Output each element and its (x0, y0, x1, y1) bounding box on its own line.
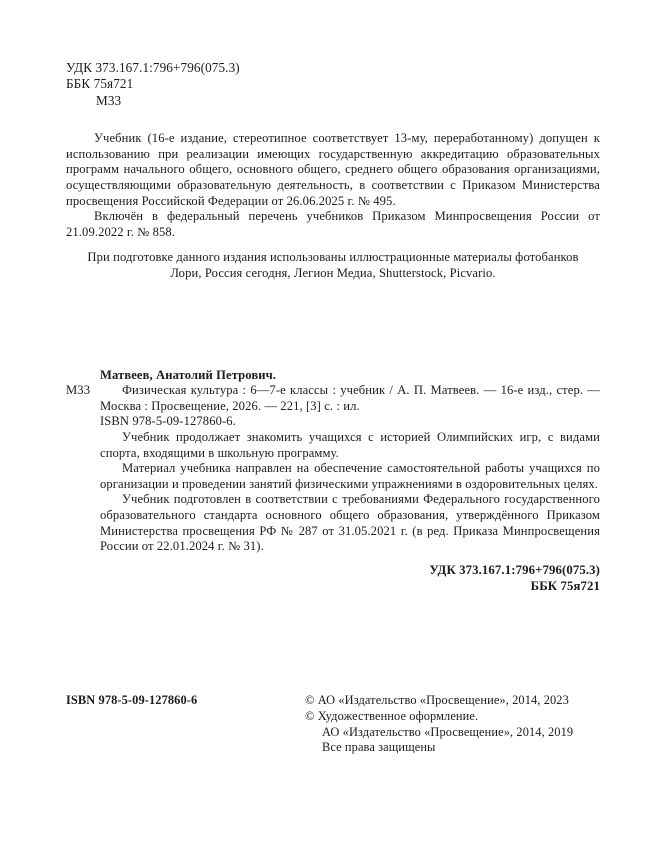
author-name: Матвеев, Анатолий Петрович. (100, 367, 277, 382)
imprint-footer (66, 693, 610, 756)
classification-codes-top (66, 60, 600, 109)
bbk-code-bottom: ББК 75я721 (530, 578, 600, 593)
copyright-line-artwork: © Художественное оформление. (305, 708, 479, 723)
annotation-3: Учебник подготовлен в соответствии с требованиями Федерального государственного образовательного стандарта основного общего образования, утверждённого Приказом Министерства просвещения РФ № 287 от 31.05.2021 г. (в ред. Приказа Минпросвещения России от 22.01.2024 г. № 31). (100, 492, 600, 554)
annotation-2: Материал учебника направлен на обеспечение самостоятельной работы учащихся по организации и проведении занятий физическими упражнениями в оздоровительных целях. (100, 461, 600, 491)
entry-isbn: ISBN 978-5-09-127860-6. (100, 414, 236, 429)
bibliographic-description: Физическая культура : 6—7-е классы : учебник / А. П. Матвеев. — 16-е изд., стер. — Москва : Просвещение, 2026. — 221, [3] с. : ил. (100, 383, 600, 413)
bbk-code-top: ББК 75я721 (66, 76, 134, 92)
isbn-footer: ISBN 978-5-09-127860-6 (66, 693, 198, 707)
author-sign-code-entry: М33 (66, 383, 91, 398)
udk-code-top: УДК 373.167.1:796+796(075.3) (66, 60, 240, 75)
classification-codes-bottom (100, 562, 600, 594)
admission-paragraph: Учебник (16-е издание, стереотипное соответствует 13-му, переработанному) допущен к использованию при реализации имеющих государственную аккредитацию образовательных программ начального общего, основного общего, среднего общего образования организациями, осуществляющими образовательную деятельность, в соответствии с Приказом Министерства просвещения Российской Федерации от 26.06.2025 г. № 495. (66, 131, 600, 208)
imprint-content (66, 60, 600, 594)
copyright-line-publisher-2: АО «Издательство «Просвещение», 2014, 2019 (322, 724, 574, 739)
copyright-block (305, 693, 610, 756)
bibliographic-block (66, 383, 600, 430)
copyright-line-publisher: © АО «Издательство «Просвещение», 2014, 2023 (305, 693, 569, 707)
annotation-1: Учебник продолжает знакомить учащихся с историей Олимпийских игр, с видами спорта, входящими в школьную программу. (100, 429, 600, 460)
udk-code-bottom: УДК 373.167.1:796+796(075.3) (429, 562, 600, 577)
photo-credits-paragraph: При подготовке данного издания использованы иллюстрационные материалы фотобанков Лори, Россия сегодня, Легион Медиа, Shutterstock, Picvario. (87, 250, 579, 280)
catalog-entry (66, 367, 600, 594)
copyright-line-rights: Все права защищены (322, 740, 436, 755)
federal-list-paragraph: Включён в федеральный перечень учебников Приказом Минпросвещения России от 21.09.2022 г. № 858. (66, 209, 600, 239)
author-sign-code-top: М33 (96, 92, 122, 108)
